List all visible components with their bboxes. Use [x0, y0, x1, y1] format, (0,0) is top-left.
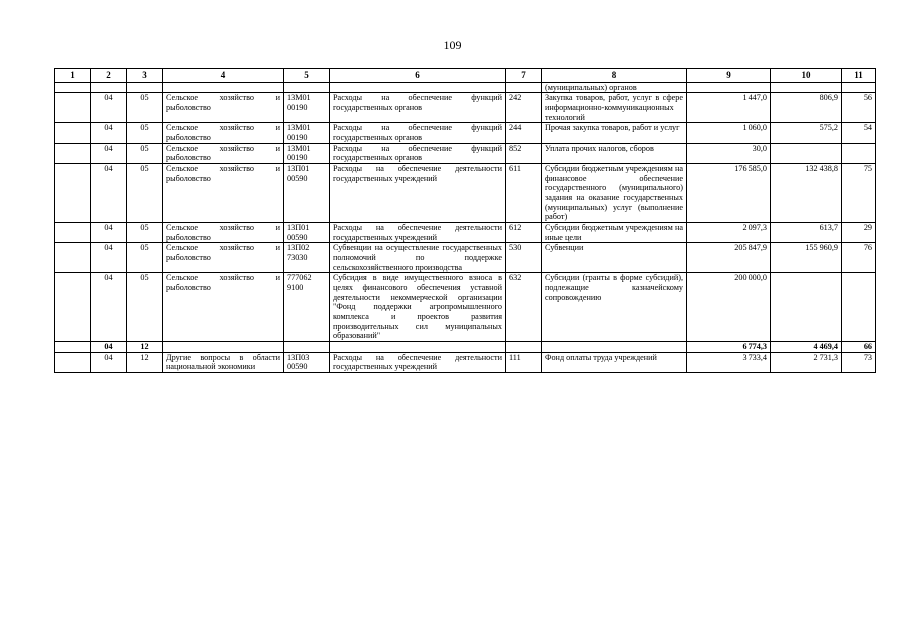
- column-header: 1: [55, 69, 91, 83]
- table-row: [55, 243, 876, 273]
- cell-col1: [55, 93, 91, 123]
- cell-article-name: [330, 342, 506, 353]
- cell-target-article: 13М01 00190: [284, 143, 330, 163]
- cell-percent: [842, 273, 876, 342]
- cell-plan: 176 585,0: [687, 163, 771, 222]
- table-row: [55, 223, 876, 243]
- table-body: [55, 82, 876, 372]
- cell-executed: 613,7: [771, 223, 842, 243]
- cell-col1: [55, 143, 91, 163]
- cell-section-name: Сельское хозяйство и рыболовство: [163, 163, 284, 222]
- cell-section-name: Сельское хозяйство и рыболовство: [163, 273, 284, 342]
- cell-percent: 56: [842, 93, 876, 123]
- cell-target-article: 13П01 00590: [284, 163, 330, 222]
- column-header: 2: [91, 69, 127, 83]
- cell-subsection: 05: [127, 163, 163, 222]
- cell-expense-name: Уплата прочих налогов, сборов: [542, 143, 687, 163]
- cell-plan: 6 774,3: [687, 342, 771, 353]
- cell-section: 04: [91, 93, 127, 123]
- cell-col1: [55, 223, 91, 243]
- cell-target-article: 777062 9100: [284, 273, 330, 342]
- cell-section-name: Сельское хозяйство и рыболовство: [163, 243, 284, 273]
- cell-subsection: [127, 82, 163, 93]
- column-header: 10: [771, 69, 842, 83]
- cell-subsection: 12: [127, 342, 163, 353]
- cell-expense-type: 242: [506, 93, 542, 123]
- cell-article-name: Расходы на обеспечение деятельности государственных учреждений: [330, 352, 506, 372]
- cell-executed: [771, 273, 842, 342]
- cell-percent: 54: [842, 123, 876, 143]
- cell-col1: [55, 82, 91, 93]
- cell-target-article: 13М01 00190: [284, 93, 330, 123]
- cell-article-name: Расходы на обеспечение деятельности государственных учреждений: [330, 223, 506, 243]
- cell-target-article: 13П01 00590: [284, 223, 330, 243]
- cell-col1: [55, 123, 91, 143]
- cell-expense-name: Субвенции: [542, 243, 687, 273]
- cell-expense-name: Фонд оплаты труда учреждений: [542, 352, 687, 372]
- cell-expense-type: 611: [506, 163, 542, 222]
- cell-section: 04: [91, 123, 127, 143]
- cell-plan: 200 000,0: [687, 273, 771, 342]
- page-number: 109: [443, 38, 462, 52]
- cell-section-name: Сельское хозяйство и рыболовство: [163, 143, 284, 163]
- cell-expense-name: (муниципальных) органов: [542, 82, 687, 93]
- cell-percent: [842, 143, 876, 163]
- cell-expense-name: Субсидии (гранты в форме субсидий), подлежащие казначейскому сопровождению: [542, 273, 687, 342]
- cell-executed: 2 731,3: [771, 352, 842, 372]
- cell-expense-name: Закупка товаров, работ, услуг в сфере информационно-коммуникационных технологий: [542, 93, 687, 123]
- cell-expense-type: [506, 82, 542, 93]
- cell-section-name: Сельское хозяйство и рыболовство: [163, 123, 284, 143]
- cell-target-article: 13М01 00190: [284, 123, 330, 143]
- cell-executed: 155 960,9: [771, 243, 842, 273]
- table-row: [55, 143, 876, 163]
- cell-executed: [771, 143, 842, 163]
- column-header: 11: [842, 69, 876, 83]
- cell-section: 04: [91, 223, 127, 243]
- column-header: 5: [284, 69, 330, 83]
- cell-expense-name: [542, 342, 687, 353]
- cell-article-name: Расходы на обеспечение функций государственных органов: [330, 93, 506, 123]
- cell-col1: [55, 163, 91, 222]
- cell-plan: 1 060,0: [687, 123, 771, 143]
- cell-expense-name: Субсидии бюджетным учреждениям на иные цели: [542, 223, 687, 243]
- cell-article-name: Субвенции на осуществление государственных полномочий по поддержке сельскохозяйственного производства: [330, 243, 506, 273]
- cell-percent: 76: [842, 243, 876, 273]
- cell-col1: [55, 352, 91, 372]
- cell-section: 04: [91, 273, 127, 342]
- cell-col1: [55, 342, 91, 353]
- cell-subsection: 05: [127, 243, 163, 273]
- cell-expense-name: Субсидии бюджетным учреждениям на финансовое обеспечение государственного (муниципального) задания на оказание государственных (муниципальных) услуг (выполнение работ): [542, 163, 687, 222]
- cell-expense-name: Прочая закупка товаров, работ и услуг: [542, 123, 687, 143]
- cell-percent: 29: [842, 223, 876, 243]
- table-row: [55, 342, 876, 353]
- column-header: 4: [163, 69, 284, 83]
- cell-plan: [687, 82, 771, 93]
- cell-expense-type: 244: [506, 123, 542, 143]
- budget-table: [54, 68, 876, 373]
- table-row: [55, 352, 876, 372]
- cell-section: 04: [91, 163, 127, 222]
- table-row: [55, 273, 876, 342]
- cell-section-name: Сельское хозяйство и рыболовство: [163, 93, 284, 123]
- cell-plan: 2 097,3: [687, 223, 771, 243]
- cell-section: [91, 82, 127, 93]
- cell-plan: 205 847,9: [687, 243, 771, 273]
- cell-subsection: 05: [127, 143, 163, 163]
- cell-section: 04: [91, 352, 127, 372]
- table-row: [55, 123, 876, 143]
- cell-subsection: 05: [127, 93, 163, 123]
- column-header: 9: [687, 69, 771, 83]
- cell-section-name: [163, 82, 284, 93]
- cell-section-name: Сельское хозяйство и рыболовство: [163, 223, 284, 243]
- cell-executed: 4 469,4: [771, 342, 842, 353]
- cell-article-name: Расходы на обеспечение функций государственных органов: [330, 123, 506, 143]
- header-row: [55, 69, 876, 83]
- cell-section-name: [163, 342, 284, 353]
- cell-subsection: 05: [127, 123, 163, 143]
- column-header: 8: [542, 69, 687, 83]
- cell-article-name: [330, 82, 506, 93]
- cell-col1: [55, 273, 91, 342]
- cell-expense-type: 530: [506, 243, 542, 273]
- cell-expense-type: 632: [506, 273, 542, 342]
- cell-expense-type: 612: [506, 223, 542, 243]
- cell-executed: 575,2: [771, 123, 842, 143]
- cell-expense-type: [506, 342, 542, 353]
- cell-plan: 30,0: [687, 143, 771, 163]
- cell-executed: 132 438,8: [771, 163, 842, 222]
- cell-percent: 73: [842, 352, 876, 372]
- cell-target-article: [284, 82, 330, 93]
- column-header: 6: [330, 69, 506, 83]
- cell-plan: 3 733,4: [687, 352, 771, 372]
- cell-expense-type: 852: [506, 143, 542, 163]
- cell-target-article: 13П03 00590: [284, 352, 330, 372]
- cell-percent: 75: [842, 163, 876, 222]
- cell-subsection: 05: [127, 223, 163, 243]
- cell-subsection: 12: [127, 352, 163, 372]
- cell-percent: 66: [842, 342, 876, 353]
- cell-section: 04: [91, 143, 127, 163]
- cell-section: 04: [91, 342, 127, 353]
- cell-col1: [55, 243, 91, 273]
- cell-executed: 806,9: [771, 93, 842, 123]
- cell-expense-type: 111: [506, 352, 542, 372]
- cell-section: 04: [91, 243, 127, 273]
- cell-article-name: Расходы на обеспечение деятельности государственных учреждений: [330, 163, 506, 222]
- cell-article-name: Расходы на обеспечение функций государственных органов: [330, 143, 506, 163]
- cell-target-article: 13П02 73030: [284, 243, 330, 273]
- cell-subsection: 05: [127, 273, 163, 342]
- table-row: [55, 163, 876, 222]
- table-row: [55, 82, 876, 93]
- cell-percent: [842, 82, 876, 93]
- column-header: 3: [127, 69, 163, 83]
- table-row: [55, 93, 876, 123]
- column-header: 7: [506, 69, 542, 83]
- cell-article-name: Субсидия в виде имущественного взноса в целях финансового обеспечения уставной деятельности некоммерческой организации "Фонд поддержки агропромышленного комплекса и проектов развития производительных сил муниципальных образований": [330, 273, 506, 342]
- cell-target-article: [284, 342, 330, 353]
- cell-section-name: Другие вопросы в области национальной экономики: [163, 352, 284, 372]
- cell-executed: [771, 82, 842, 93]
- cell-plan: 1 447,0: [687, 93, 771, 123]
